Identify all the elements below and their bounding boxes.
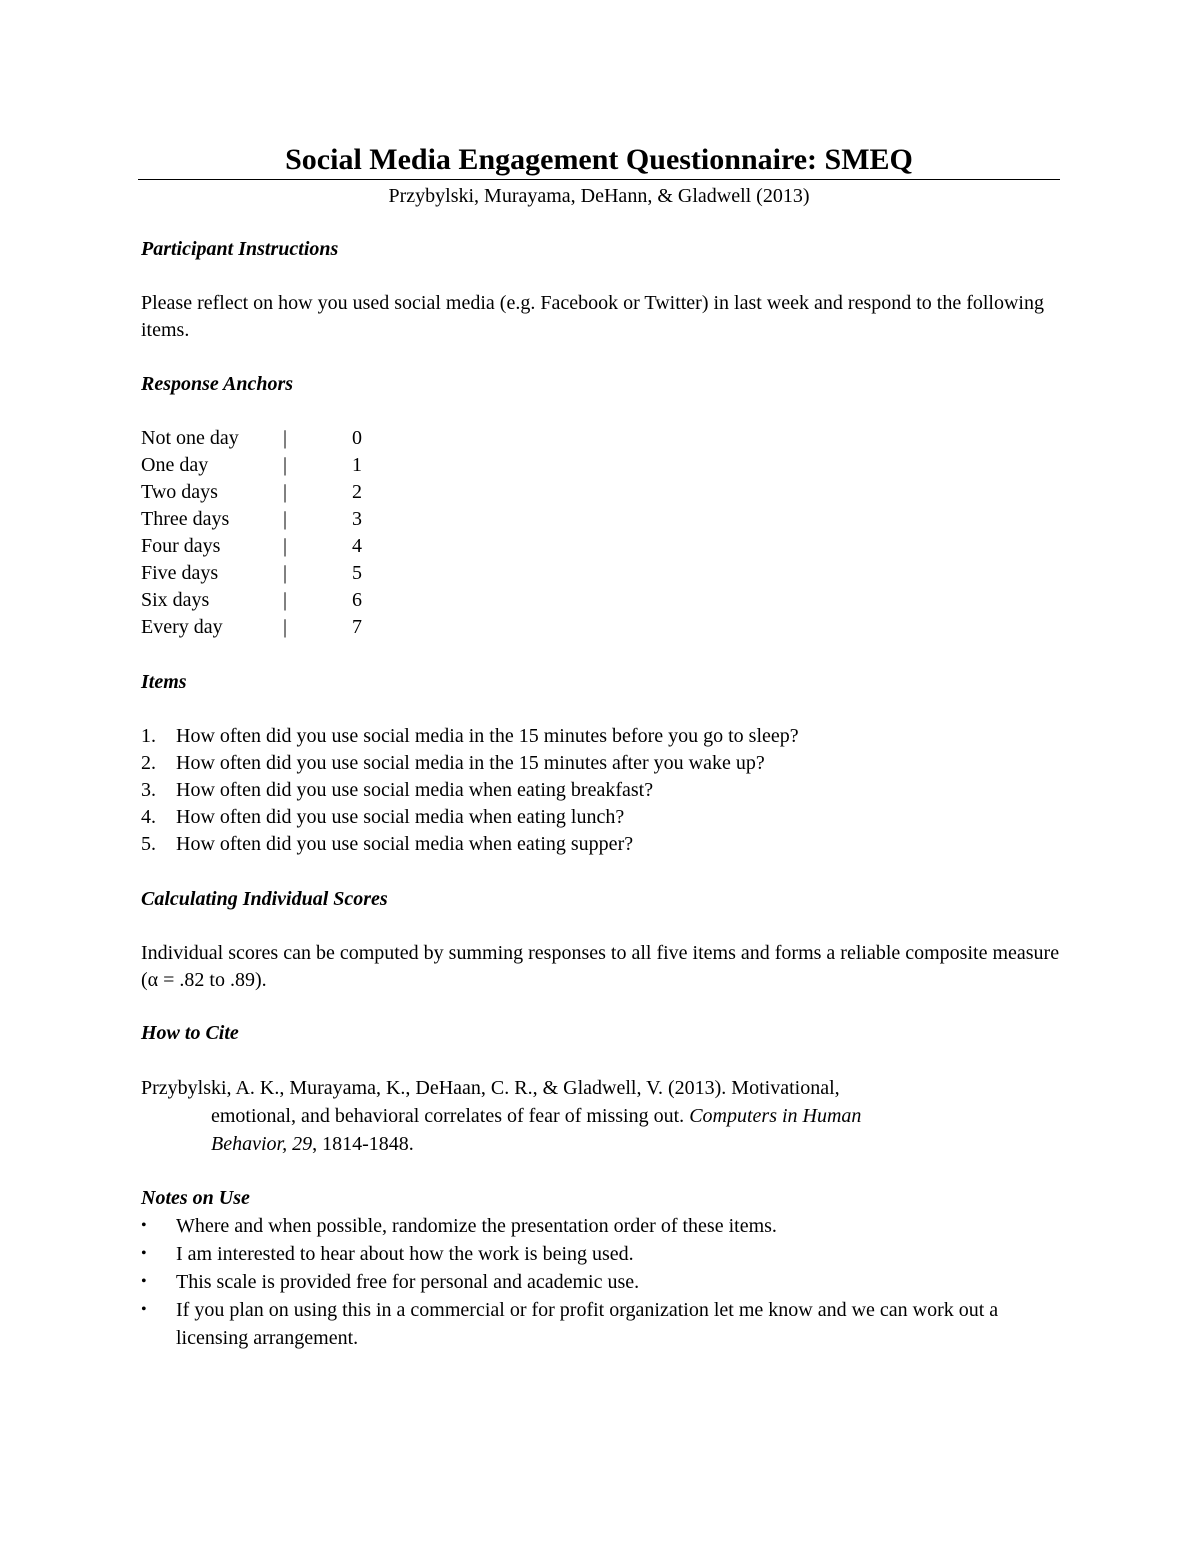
response-anchors-table	[141, 425, 381, 641]
anchor-value: 7	[352, 616, 362, 638]
item-number: 1.	[141, 725, 156, 747]
instructions-heading: Participant Instructions	[141, 238, 339, 260]
anchor-label: Six days	[141, 589, 210, 611]
anchor-label: Four days	[141, 535, 221, 557]
bullet-icon: •	[141, 1273, 147, 1290]
anchor-value: 1	[352, 454, 362, 476]
items-heading: Items	[141, 671, 187, 693]
anchor-separator: |	[283, 616, 288, 638]
citation-pages: , 1814-1848.	[312, 1133, 414, 1155]
item-text: How often did you use social media when eating lunch?	[176, 806, 625, 828]
anchor-separator: |	[283, 427, 288, 449]
anchor-value: 5	[352, 562, 362, 584]
anchor-value: 3	[352, 508, 362, 530]
scoring-heading: Calculating Individual Scores	[141, 888, 388, 910]
anchor-value: 4	[352, 535, 362, 557]
bullet-icon: •	[141, 1301, 147, 1318]
notes-heading: Notes on Use	[141, 1187, 250, 1209]
item-text: How often did you use social media when eating supper?	[176, 833, 634, 855]
anchor-row	[141, 452, 381, 479]
scoring-text: Individual scores can be computed by summing responses to all five items and forms a reliable composite measure (α = .82 to .89).	[141, 942, 1060, 991]
item-number: 2.	[141, 752, 156, 774]
anchor-row	[141, 506, 381, 533]
anchor-separator: |	[283, 535, 288, 557]
title-rule	[138, 179, 1060, 180]
note-text: If you plan on using this in a commercial or for profit organization let me know and we can work out a licensing arrangement.	[176, 1299, 999, 1349]
item-number: 4.	[141, 806, 156, 828]
anchor-value: 2	[352, 481, 362, 503]
anchor-label: Every day	[141, 616, 223, 638]
anchor-row	[141, 425, 381, 452]
citation-line-1: Przybylski, A. K., Murayama, K., DeHaan, C. R., & Gladwell, V. (2013). Motivational,	[141, 1077, 840, 1099]
document-title: Social Media Engagement Questionnaire: SMEQ	[285, 143, 913, 176]
anchor-row	[141, 560, 381, 587]
citation-reference	[141, 1074, 1021, 1158]
anchor-separator: |	[283, 589, 288, 611]
anchor-row	[141, 533, 381, 560]
list-item	[141, 1296, 1061, 1352]
cite-heading: How to Cite	[141, 1022, 239, 1044]
anchor-label: Five days	[141, 562, 219, 584]
anchor-label: Three days	[141, 508, 230, 530]
anchor-value: 6	[352, 589, 362, 611]
instructions-text: Please reflect on how you used social media (e.g. Facebook or Twitter) in last week and respond to the following items.	[141, 292, 1044, 341]
item-text: How often did you use social media in the 15 minutes after you wake up?	[176, 752, 765, 774]
item-number: 3.	[141, 779, 156, 801]
item-text: How often did you use social media in the 15 minutes before you go to sleep?	[176, 725, 799, 747]
document-subtitle: Przybylski, Murayama, DeHann, & Gladwell (2013)	[388, 185, 810, 207]
list-item	[141, 1240, 1061, 1268]
anchor-row	[141, 614, 381, 641]
anchor-separator: |	[283, 508, 288, 530]
anchor-value: 0	[352, 427, 362, 449]
anchors-heading: Response Anchors	[141, 373, 294, 395]
item-number: 5.	[141, 833, 156, 855]
list-item	[141, 1268, 1061, 1296]
citation-line-2-text: emotional, and behavioral correlates of fear of missing out.	[211, 1105, 690, 1127]
anchor-separator: |	[283, 481, 288, 503]
note-text: Where and when possible, randomize the presentation order of these items.	[176, 1215, 777, 1237]
note-text: This scale is provided free for personal and academic use.	[176, 1271, 640, 1293]
list-item	[141, 1212, 1061, 1240]
citation-journal-volume: Behavior, 29	[211, 1133, 313, 1155]
anchor-label: Two days	[141, 481, 218, 503]
anchor-separator: |	[283, 562, 288, 584]
anchor-separator: |	[283, 454, 288, 476]
anchor-row	[141, 587, 381, 614]
citation-line-2	[141, 1102, 1021, 1130]
citation-journal: Computers in Human	[689, 1105, 862, 1127]
note-text: I am interested to hear about how the work is being used.	[176, 1243, 634, 1265]
anchor-label: One day	[141, 454, 209, 476]
bullet-icon: •	[141, 1217, 147, 1234]
notes-list	[141, 1212, 1061, 1352]
citation-line-3	[141, 1130, 1021, 1158]
anchor-row	[141, 479, 381, 506]
anchor-label: Not one day	[141, 427, 239, 449]
bullet-icon: •	[141, 1245, 147, 1262]
item-text: How often did you use social media when eating breakfast?	[176, 779, 654, 801]
